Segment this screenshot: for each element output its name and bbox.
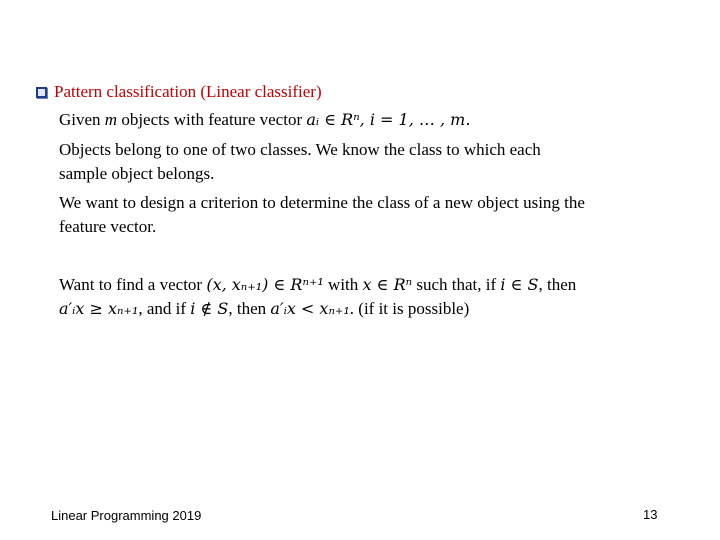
classes-line-1: Objects belong to one of two classes. We know the class to which each <box>59 140 541 159</box>
want-math-i-in-s: i ∈ S <box>500 275 539 294</box>
slide-heading <box>36 82 322 102</box>
want-math-x: x ∈ Rⁿ <box>362 275 413 294</box>
given-line <box>59 109 470 131</box>
want-math-i-notin-s: i ∉ S <box>190 299 229 318</box>
want-text-1: Want to find a vector <box>59 275 207 294</box>
want-text-4: , then <box>538 275 577 294</box>
want-text-3: such that, if <box>412 275 501 294</box>
criterion-line-2: feature vector. <box>59 217 157 236</box>
checkbox-bullet-icon <box>36 87 47 98</box>
want-math-ineq-1: a′ᵢx ≥ xₙ₊₁ <box>59 299 139 318</box>
given-text: Given <box>59 110 105 129</box>
footer-text: Linear Programming 2019 <box>51 508 202 523</box>
want-math-vector: (x, xₙ₊₁) ∈ Rⁿ⁺¹ <box>206 275 324 294</box>
want-text-2: with <box>323 275 363 294</box>
page-number: 13 <box>643 507 658 522</box>
given-m: m <box>104 110 118 129</box>
criterion-line-1: We want to design a criterion to determine the class of a new object using the <box>59 193 585 212</box>
given-text-2: objects with feature vector <box>117 110 307 129</box>
want-math-ineq-2: a′ᵢx < xₙ₊₁ <box>270 299 350 318</box>
want-line-1 <box>59 274 576 296</box>
want-line-2 <box>59 298 469 320</box>
want-text-5: , and if <box>138 299 191 318</box>
given-math: aᵢ ∈ Rⁿ, i = 1, … , m. <box>306 110 471 129</box>
classes-line-2: sample object belongs. <box>59 164 215 183</box>
want-text-7: . (if it is possible) <box>349 299 470 318</box>
heading-text: Pattern classification (Linear classifier) <box>54 82 322 101</box>
want-text-6: , then <box>228 299 271 318</box>
